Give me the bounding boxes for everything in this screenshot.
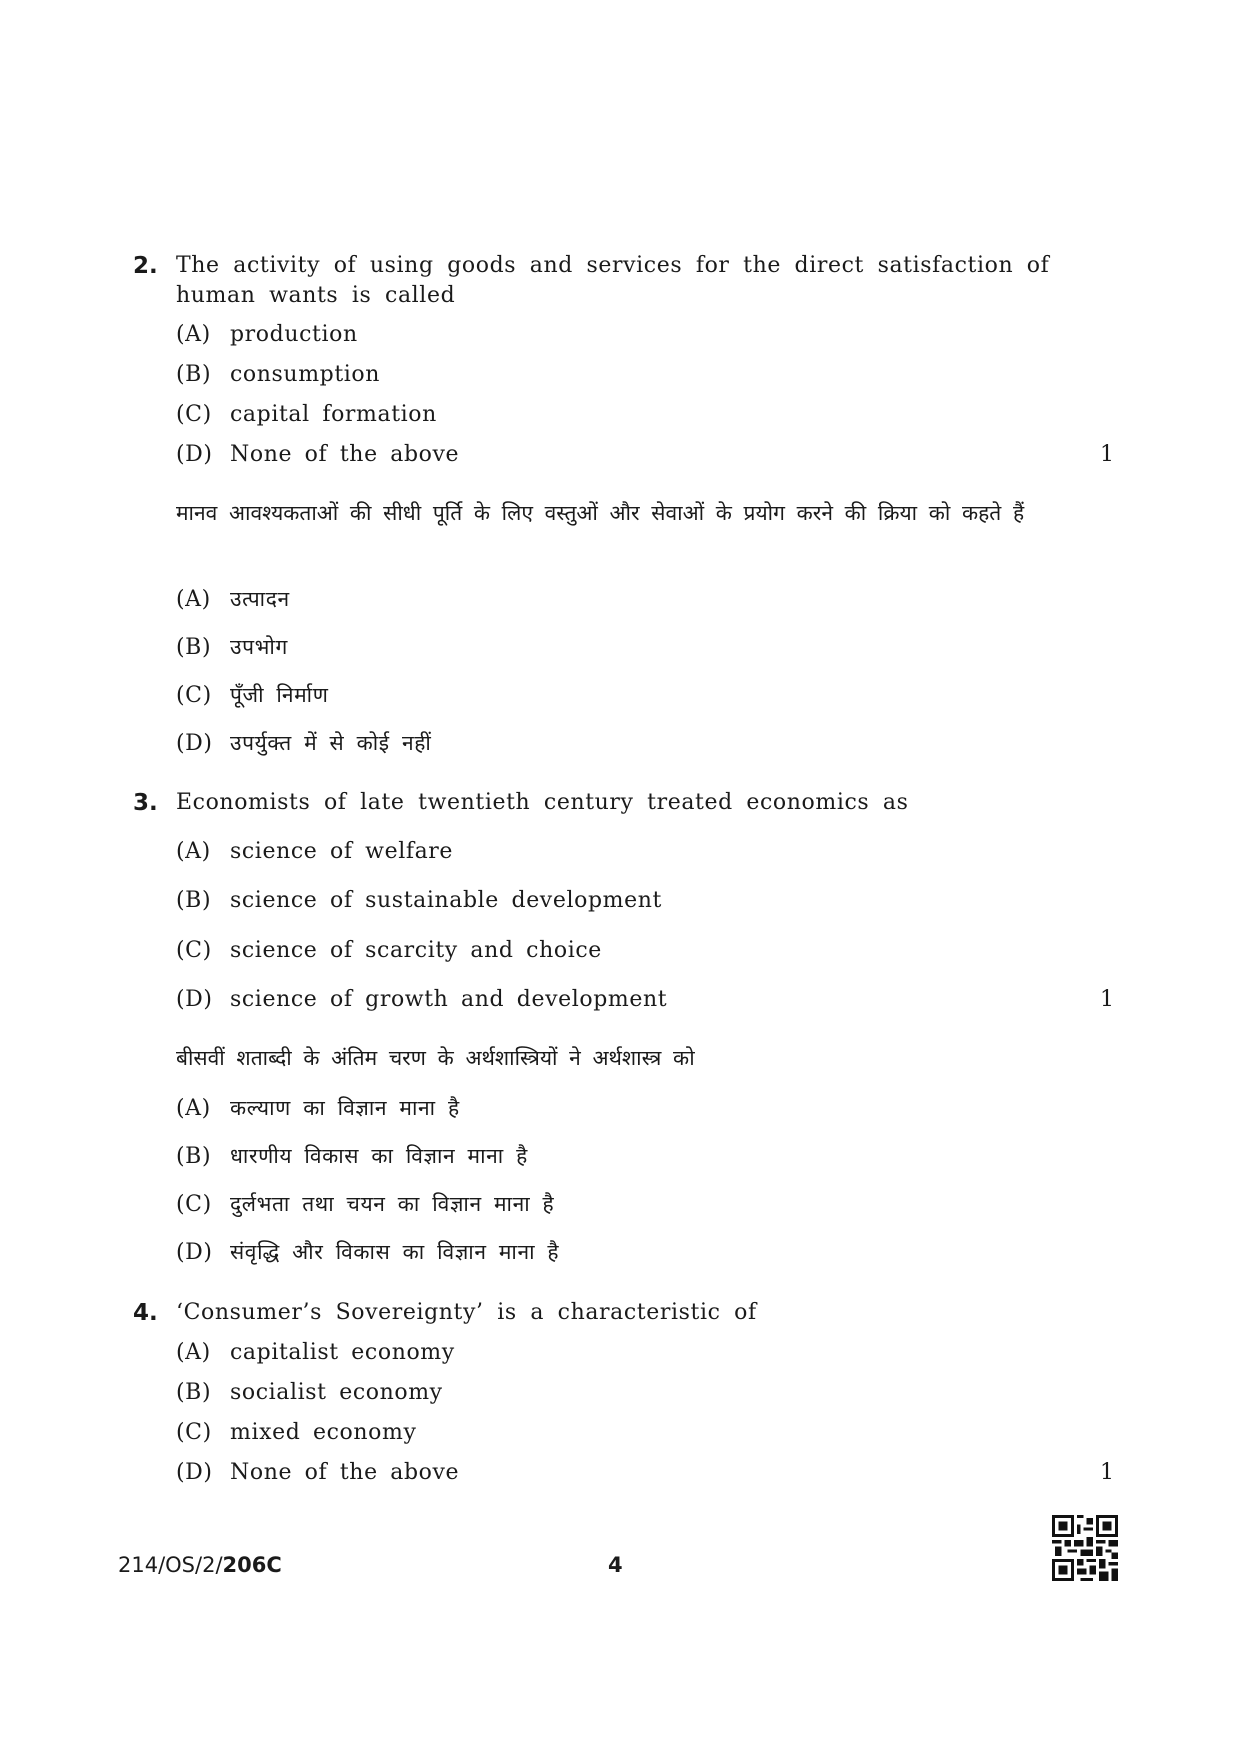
question-number: 3.	[133, 790, 158, 816]
question-number: 4.	[133, 1300, 158, 1326]
option: (B) socialist economy	[176, 1380, 443, 1405]
option-hindi: (D) संवृद्धि और विकास का विज्ञान माना है	[176, 1240, 560, 1265]
option-hindi: (B) धारणीय विकास का विज्ञान माना है	[176, 1144, 528, 1169]
question-text: ‘Consumer’s Sovereignty’ is a characteristic of	[176, 1300, 757, 1325]
option-hindi: (C) पूँजी निर्माण	[176, 683, 329, 708]
option-hindi: (A) कल्याण का विज्ञान माना है	[176, 1096, 460, 1121]
paper-code: 214/OS/2/206C	[118, 1553, 282, 1577]
question-text-hindi: मानव आवश्यकताओं की सीधी पूर्ति के लिए वस्तुओं और सेवाओं के प्रयोग करने की क्रिया को कहते हैं	[176, 501, 1025, 525]
option: (C) science of scarcity and choice	[176, 938, 602, 963]
option-hindi: (C) दुर्लभता तथा चयन का विज्ञान माना है	[176, 1192, 555, 1217]
question-text: The activity of using goods and services for the direct satisfaction of human wants is called	[176, 253, 1050, 308]
option: (B) science of sustainable development	[176, 888, 662, 913]
option: (A) production	[176, 322, 358, 347]
qr-code-icon	[1052, 1515, 1118, 1581]
option: (B) consumption	[176, 362, 381, 387]
option-hindi: (A) उत्पादन	[176, 587, 290, 612]
question-number: 2.	[133, 253, 158, 279]
option: (D) None of the above	[176, 442, 460, 467]
option: (C) mixed economy	[176, 1420, 417, 1445]
question-text-hindi: बीसवीं शताब्दी के अंतिम चरण के अर्थशास्त्रियों ने अर्थशास्त्र को	[176, 1046, 695, 1070]
option: (D) None of the above	[176, 1460, 460, 1485]
marks: 1	[1100, 442, 1114, 467]
page-number: 4	[608, 1553, 623, 1577]
option-hindi: (B) उपभोग	[176, 635, 288, 660]
marks: 1	[1100, 987, 1114, 1012]
question-text: Economists of late twentieth century treated economics as	[176, 790, 909, 815]
option: (A) capitalist economy	[176, 1340, 455, 1365]
option-hindi: (D) उपर्युक्त में से कोई नहीं	[176, 731, 432, 756]
option: (A) science of welfare	[176, 839, 454, 864]
option: (D) science of growth and development	[176, 987, 668, 1012]
option: (C) capital formation	[176, 402, 437, 427]
marks: 1	[1100, 1460, 1114, 1485]
